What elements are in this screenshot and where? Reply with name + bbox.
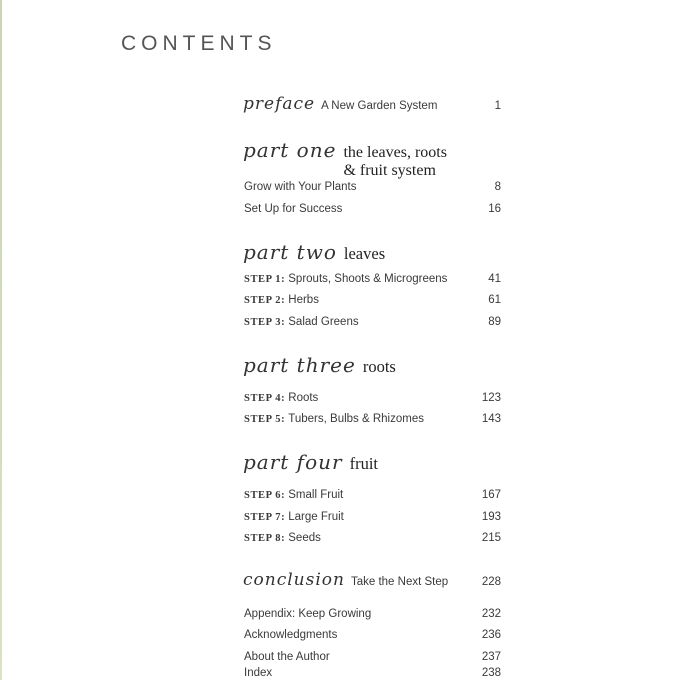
preface-page: 1 [494, 100, 501, 112]
entry-title: Sprouts, Shoots & Microgreens [288, 273, 448, 285]
entry-page: 238 [481, 667, 501, 679]
entry-page: 236 [481, 629, 501, 641]
part-one-script-label: part one [243, 138, 337, 162]
step-label: STEP 4: [244, 393, 286, 404]
toc-entry[interactable] [244, 181, 501, 193]
entry-page: 8 [494, 181, 501, 193]
part-three-script-label: part three [243, 353, 356, 377]
toc-entry[interactable] [244, 532, 501, 544]
entry-page: 167 [481, 489, 501, 501]
toc-entry[interactable] [244, 203, 501, 215]
step-label: STEP 8: [244, 533, 286, 544]
toc-entry[interactable] [244, 489, 501, 501]
entry-page: 143 [481, 413, 501, 425]
preface-script-label: preface [243, 94, 316, 114]
entry-page: 61 [488, 294, 501, 306]
entry-title: Salad Greens [288, 316, 359, 328]
toc-entry[interactable] [244, 608, 501, 620]
entry-title: Herbs [288, 294, 319, 306]
toc-entry[interactable] [244, 413, 501, 425]
entry-title: Roots [288, 392, 319, 404]
page-title: CONTENTS [121, 32, 277, 55]
part-three-title: roots [362, 357, 396, 376]
conclusion-script-label: conclusion [243, 570, 345, 590]
step-label: STEP 6: [244, 490, 286, 501]
conclusion-title: Take the Next Step [350, 576, 449, 588]
entry-title: Large Fruit [288, 511, 344, 523]
entry-title: Tubers, Bulbs & Rhizomes [288, 413, 424, 425]
entry-title: Index [244, 667, 273, 679]
part-two-heading [243, 240, 385, 264]
preface-title: A New Garden System [321, 100, 438, 112]
entry-page: 89 [488, 316, 501, 328]
step-label: STEP 7: [244, 512, 286, 523]
step-label: STEP 5: [244, 414, 286, 425]
part-one-title [343, 144, 447, 180]
toc-entry[interactable] [244, 651, 501, 663]
entry-title: Appendix: Keep Growing [244, 608, 372, 620]
toc-entry[interactable] [244, 629, 501, 641]
entry-page: 16 [488, 203, 501, 215]
part-one-heading [243, 138, 447, 180]
part-one-title-line2: & fruit system [343, 162, 436, 179]
toc-entry[interactable] [244, 316, 501, 328]
entry-title: About the Author [244, 651, 330, 663]
part-four-script-label: part four [243, 450, 343, 474]
part-three-heading [243, 353, 396, 377]
entry-title: Small Fruit [288, 489, 344, 501]
toc-entry[interactable] [244, 667, 501, 679]
toc-entry[interactable] [244, 511, 501, 523]
entry-page: 193 [481, 511, 501, 523]
conclusion-page: 228 [481, 576, 501, 588]
toc-entry[interactable] [244, 392, 501, 404]
entry-page: 232 [481, 608, 501, 620]
entry-title: Grow with Your Plants [244, 181, 357, 193]
part-two-script-label: part two [243, 240, 337, 264]
entry-page: 123 [481, 392, 501, 404]
step-label: STEP 3: [244, 317, 286, 328]
toc-entry-preface[interactable] [243, 94, 501, 114]
entry-page: 215 [481, 532, 501, 544]
entry-page: 237 [481, 651, 501, 663]
toc-entry-conclusion[interactable] [243, 570, 501, 590]
part-four-heading [243, 450, 378, 474]
step-label: STEP 1: [244, 274, 286, 285]
entry-title: Acknowledgments [244, 629, 338, 641]
step-label: STEP 2: [244, 295, 286, 306]
entry-title: Set Up for Success [244, 203, 343, 215]
entry-title: Seeds [288, 532, 321, 544]
part-four-title: fruit [349, 454, 378, 473]
entry-page: 41 [488, 273, 501, 285]
part-two-title: leaves [343, 244, 386, 263]
part-one-title-line1: the leaves, roots [343, 144, 447, 161]
toc-entry[interactable] [244, 294, 501, 306]
toc-entry[interactable] [244, 273, 501, 285]
